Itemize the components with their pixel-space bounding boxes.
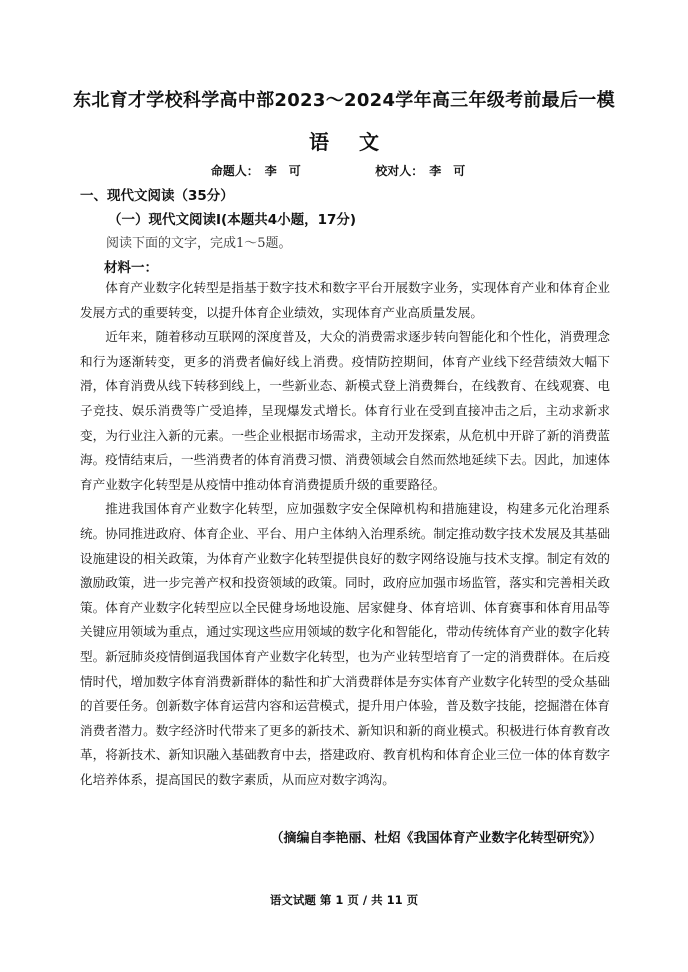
checker-name: 李可 [429, 164, 478, 178]
exam-title: 东北育才学校科学高中部2023～2024学年高三年级考前最后一模 [73, 90, 615, 111]
author-line [0, 162, 688, 179]
instruction: 阅读下面的文字，完成1～5题。 [106, 236, 292, 251]
subsection-heading: （一）现代文阅读Ⅰ(本题共4小题，17分) [108, 212, 357, 228]
paragraph-2: 近年来，随着移动互联网的深度普及，大众的消费需求逐步转向智能化和个性化，消费理念和行为逐渐转变，更多的消费者偏好线上消费。疫情防控期间，体育产业线下经营绩效大幅下滑，体育消费从线下转移到线上，一些新业态、新模式登上消费舞台，在线教育、在线观赛、电子竞技、娱乐消费等广受追捧，呈现爆发式增长。体育行业在受到直接冲击之后，主动求新求变，为行业注入新的元素。一些企业根据市场需求，主动开发探索，从危机中开辟了新的消费蓝海。疫情结束后，一些消费者的体育消费习惯、消费领域会自然而然地延续下去。因此，加速体育产业数字化转型是从疫情中推动体育消费提质升级的重要路径。 [80, 329, 610, 492]
material-label: 材料一： [104, 260, 158, 276]
setter-label: 命题人： [210, 164, 259, 178]
page-footer: 语文试题 第 1 页 / 共 11 页 [269, 893, 419, 907]
subject-title: 语文 [309, 130, 409, 154]
setter-name: 李可 [264, 164, 313, 178]
paragraph-1: 体育产业数字化转型是指基于数字技术和数字平台开展数字业务，实现体育产业和体育企业发展方式的重要转变，以提升体育企业绩效，实现体育产业高质量发展。 [80, 280, 610, 320]
source-citation: （摘编自李艳丽、杜炤《我国体育产业数字化转型研究》） [270, 831, 602, 846]
checker-label: 校对人： [375, 164, 424, 178]
passage-body [80, 276, 610, 792]
paragraph-3: 推进我国体育产业数字化转型，应加强数字安全保障机构和措施建设，构建多元化治理系统。协同推进政府、体育企业、平台、用户主体纳入治理系统。制定推动数字技术发展及其基础设施建设的相关政策，为体育产业数字化转型提供良好的数字网络设施与技术支撑。制定有效的激励政策，进一步完善产权和投资领域的政策。同时，政府应加强市场监管，落实和完善相关政策。体育产业数字化转型应以全民健身场地设施、居家健身、体育培训、体育赛事和体育用品等关键应用领域为重点，通过实现这些应用领域的数字化和智能化，带动传统体育产业的数字化转型。新冠肺炎疫情倒逼我国体育产业数字化转型，也为产业转型培育了一定的消费群体。在后疫情时代，增加数字体育消费新群体的黏性和扩大消费群体是夯实体育产业数字化转型的受众基础的首要任务。创新数字体育运营内容和运营模式，提升用户体验，普及数字技能，挖掘潜在体育消费者潜力。数字经济时代带来了更多的新技术、新知识和新的商业模式。积极进行体育教育改革，将新技术、新知识融入基础教育中去，搭建政府、教育机构和体育企业三位一体的体育数字化培养体系，提高国民的数字素质，从而应对数字鸿沟。 [80, 501, 610, 787]
section-heading: 一、现代文阅读（35分） [80, 188, 234, 204]
